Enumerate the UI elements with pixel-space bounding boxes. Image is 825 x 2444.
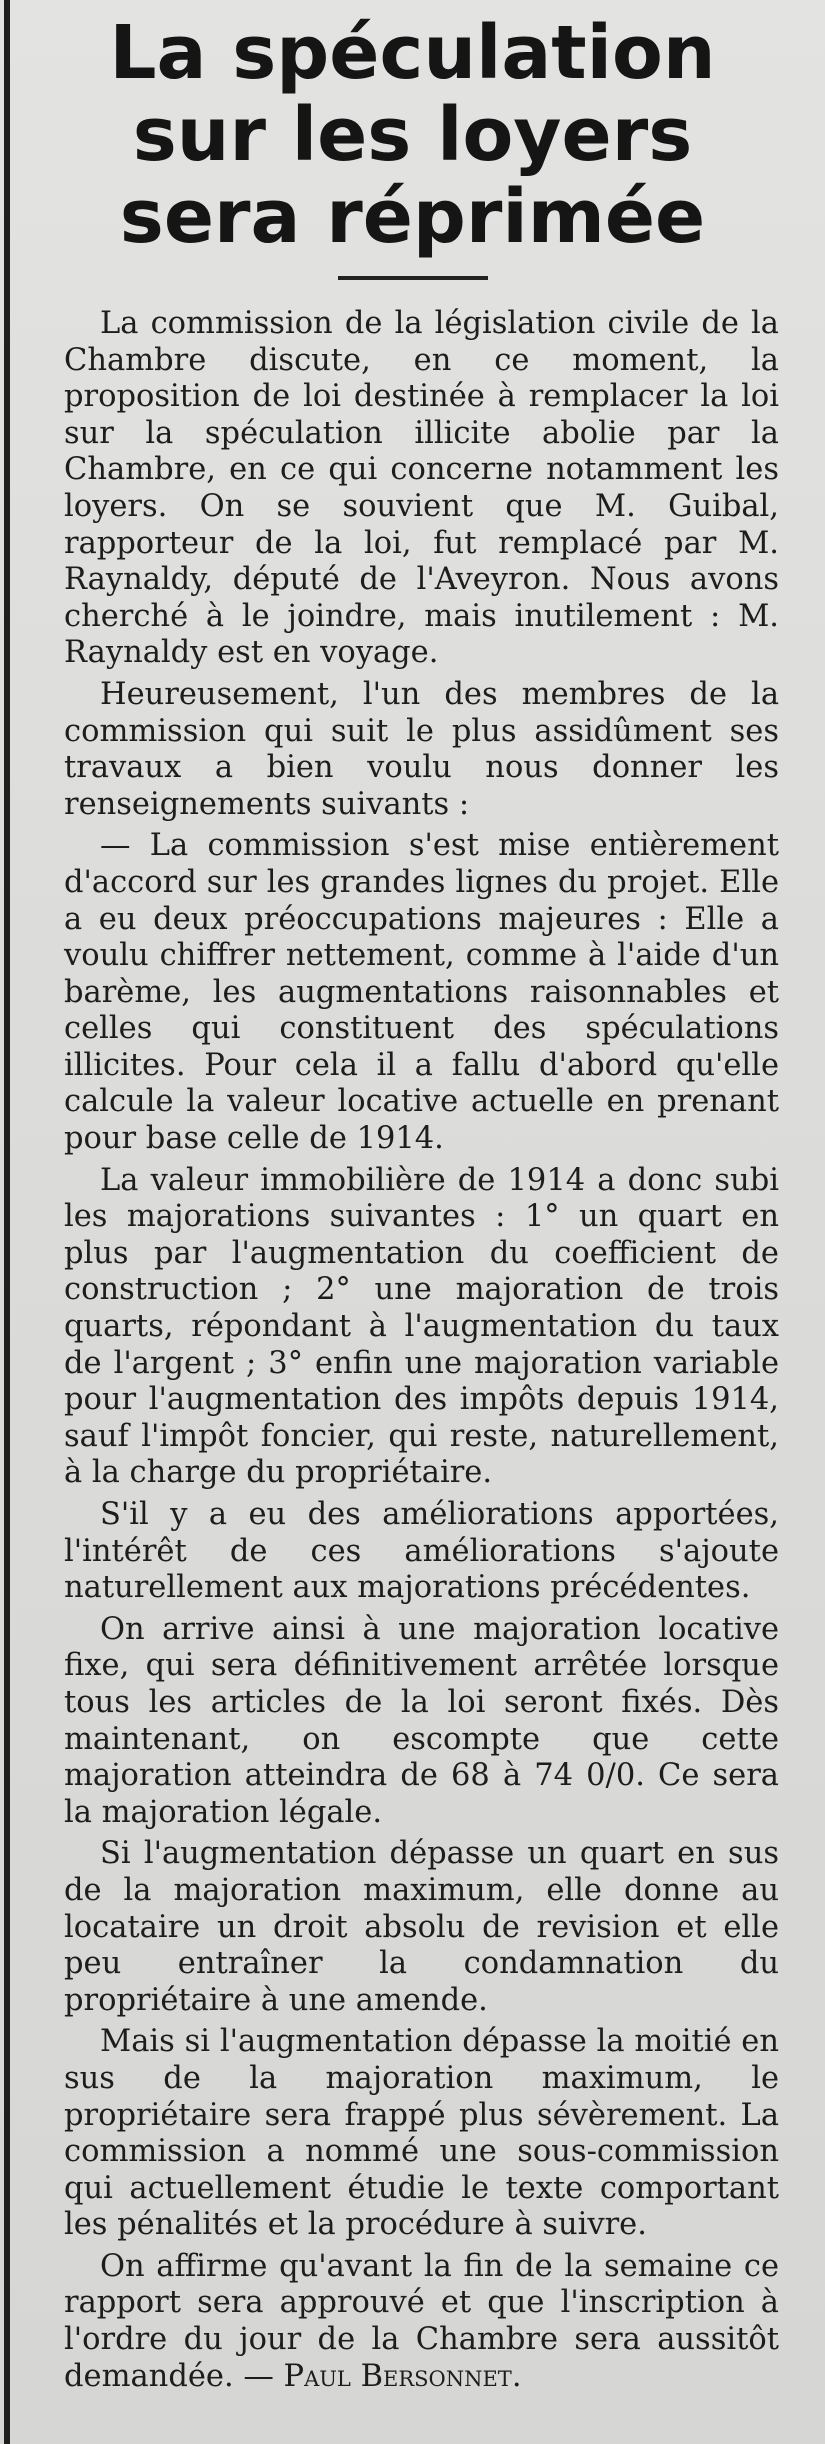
paragraph-9 (64, 2249, 779, 2395)
column-rule (4, 0, 10, 2444)
headline-divider (338, 276, 488, 280)
paragraph-1: La commission de la législation civile de la Chambre discute, en ce moment, la proposition de loi destinée à remplacer la loi sur la spéculation illicite abolie par la Chambre, en ce qui concerne notamment les loyers. On se souvient que M. Guibal, rapporteur de la loi, fut remplacé par M. Raynaldy, député de l'Aveyron. Nous avons cherché à le joindre, mais inutilement : M. Raynaldy est en voyage. (64, 306, 779, 671)
article-body (0, 306, 825, 2395)
paragraph-2: Heureusement, l'un des membres de la commission qui suit le plus assidûment ses travaux a bien voulu nous donner les renseignements suivants : (64, 676, 779, 822)
paragraph-3: — La commission s'est mise entièrement d'accord sur les grandes lignes du projet. Elle a eu deux préoccupations majeures : Elle a voulu chiffrer nettement, comme à l'aide d'un barème, les augmentations raisonnables et celles qui constituent des spéculations illicites. Pour cela il a fallu d'abord qu'elle calcule la valeur locative actuelle en prenant pour base celle de 1914. (64, 828, 779, 1157)
final-paragraph-text: On affirme qu'avant la fin de la semaine ce rapport sera approuvé et que l'inscription à l'ordre du jour de la Chambre sera aussitôt demandée. — (64, 2248, 779, 2394)
headline-line-3: sera réprimée (119, 174, 706, 260)
paragraph-4: La valeur immobilière de 1914 a donc subi les majorations suivantes : 1° un quart en plus par l'augmentation du coefficient de construction ; 2° une majoration de trois quarts, répondant à l'augmentation du taux de l'argent ; 3° enfin une majoration variable pour l'augmentation des impôts depuis 1914, sauf l'impôt foncier, qui reste, naturellement, à la charge du propriétaire. (64, 1162, 779, 1491)
author-signature: Paul Bersonnet. (283, 2358, 522, 2394)
headline (0, 0, 825, 258)
paragraph-7: Si l'augmentation dépasse un quart en sus de la majoration maximum, elle donne au locataire un droit absolu de revision et elle peu entraîner la condamnation du propriétaire à une amende. (64, 1836, 779, 2018)
paragraph-5: S'il y a eu des améliorations apportées, l'intérêt de ces améliorations s'ajoute naturellement aux majorations précédentes. (64, 1497, 779, 1606)
headline-line-2: sur les loyers (132, 92, 693, 178)
headline-line-1: La spéculation (109, 10, 716, 96)
paragraph-6: On arrive ainsi à une majoration locative fixe, qui sera définitivement arrêtée lorsque tous les articles de la loi seront fixés. Dès maintenant, on escompte que cette majoration atteindra de 68 à 74 0/0. Ce sera la majoration légale. (64, 1611, 779, 1830)
paragraph-8: Mais si l'augmentation dépasse la moitié en sus de la majoration maximum, le propriétaire sera frappé plus sévèrement. La commission a nommé une sous-commission qui actuellement étudie le texte comportant les pénalités et la procédure à suivre. (64, 2024, 779, 2243)
